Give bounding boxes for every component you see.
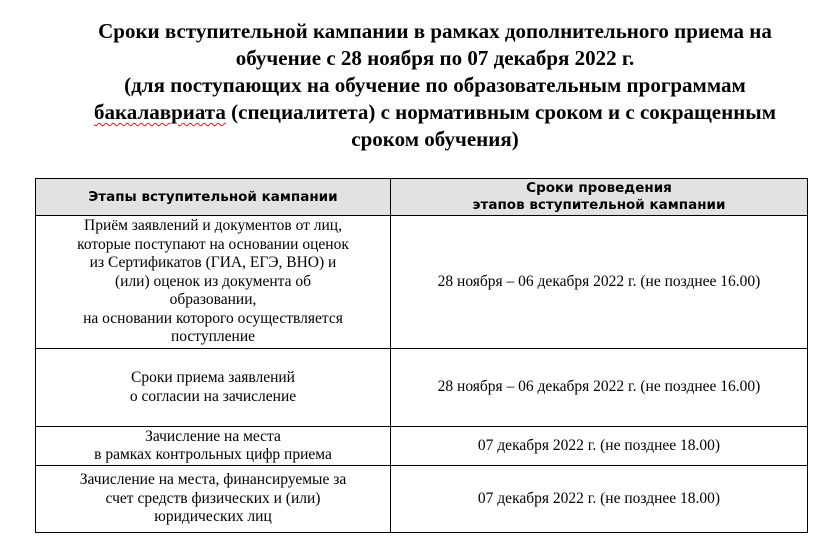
stage-line: из Сертификатов (ГИА, ЕГЭ, ВНО) и (89, 254, 337, 272)
dates-cell: 07 декабря 2022 г. (не позднее 18.00) (391, 466, 808, 533)
stage-line: о согласии на зачисление (129, 387, 297, 405)
schedule-table (35, 178, 808, 533)
subtitle-line-1: (для поступающих на обучение по образовательным программам (124, 73, 746, 97)
dates-cell: 28 ноября – 06 декабря 2022 г. (не позднее 16.00) (391, 216, 808, 349)
stage-cell (36, 427, 391, 466)
stage-cell (36, 349, 391, 427)
header-stages: Этапы вступительной кампании (36, 179, 391, 216)
title-line-2: обучение с 28 ноября по 07 декабря 2022 г. (235, 46, 635, 70)
stage-line: счет средств физических и (или) (105, 489, 321, 507)
stage-line: Зачисление на места, финансируемые за (79, 471, 347, 489)
dates-cell: 07 декабря 2022 г. (не позднее 18.00) (391, 427, 808, 466)
table-row (36, 427, 808, 466)
header-dates-line-1: Сроки проведения (526, 180, 672, 196)
page-title (40, 18, 830, 153)
title-line-1: Сроки вступительной кампании в рамках дополнительного приема на (98, 19, 772, 43)
stage-line: поступление (170, 328, 255, 346)
stage-line: которые поступают на основании оценок (77, 235, 349, 253)
stage-line: на основании которого осуществляется (83, 309, 343, 327)
stage-line: в рамках контрольных цифр приема (94, 446, 332, 463)
stage-line: юридических лиц (154, 508, 272, 526)
subtitle-line-2 (40, 99, 830, 126)
spellcheck-underlined-word: бакалавриата (93, 100, 226, 124)
dates-cell: 28 ноября – 06 декабря 2022 г. (не позднее 16.00) (391, 349, 808, 427)
table-row (36, 349, 808, 427)
stage-line: Приём заявлений и документов от лиц, (84, 217, 342, 235)
header-dates-line-2: этапов вступительной кампании (472, 197, 726, 213)
table-header-row (36, 179, 808, 216)
stage-line: Зачисление на места (145, 427, 281, 445)
subtitle-line-2-rest: (специалитета) с нормативным сроком и с сокращенным (225, 100, 776, 124)
stage-cell (36, 466, 391, 533)
table-row (36, 216, 808, 349)
header-dates (391, 179, 808, 216)
stage-line: образовании, (169, 291, 257, 309)
stage-line: Сроки приема заявлений (131, 369, 295, 386)
stage-cell (36, 216, 391, 349)
stage-line: (или) оценок из документа об (114, 272, 312, 290)
table-row (36, 466, 808, 533)
subtitle-line-3: сроком обучения) (351, 127, 519, 151)
